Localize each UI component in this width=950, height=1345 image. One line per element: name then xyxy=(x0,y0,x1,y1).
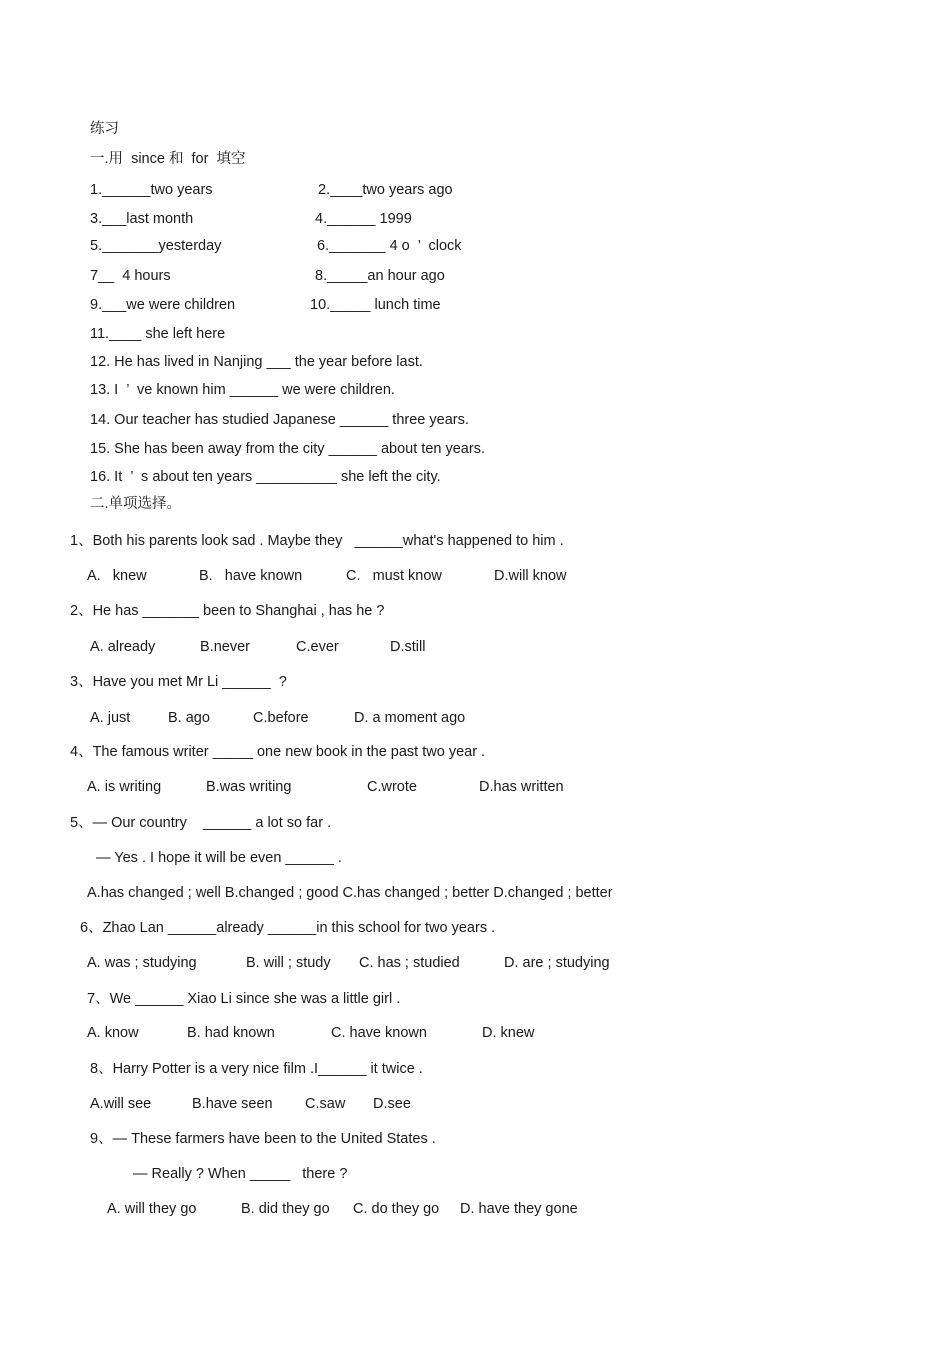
question-stem-reply: — Really ? When _____ there ? xyxy=(133,1166,348,1182)
fill-item: 9.___we were children xyxy=(90,297,236,313)
question-stem: 4、The famous writer _____ one new book in the past two year . xyxy=(70,744,486,760)
option: A. was ; studying xyxy=(87,955,197,971)
fill-sentence: 12. He has lived in Nanjing ___ the year before last. xyxy=(90,354,423,370)
option: D.has written xyxy=(479,779,564,795)
question-stem: 3、Have you met Mr Li ______ ? xyxy=(70,674,287,690)
option: A. just xyxy=(90,710,131,726)
fill-sentence: 13. I ’ ve known him ______ we were children. xyxy=(90,382,395,398)
fill-item: 11.____ she left here xyxy=(90,326,226,342)
fill-item: 8._____an hour ago xyxy=(315,268,445,284)
fill-item: 1.______two years xyxy=(90,182,213,198)
fill-sentence: 15. She has been away from the city ______ about ten years. xyxy=(90,441,485,457)
question-stem: 5、— Our country ______ a lot so far . xyxy=(70,815,332,831)
fill-item: 6._______ 4 o ’ clock xyxy=(317,238,462,254)
question-stem-reply: — Yes . I hope it will be even ______ . xyxy=(96,850,342,866)
option: A.will see xyxy=(90,1096,152,1112)
option: B. ago xyxy=(168,710,210,726)
option: A. knew xyxy=(87,568,147,584)
option: C. have known xyxy=(331,1025,427,1041)
option: B.never xyxy=(200,639,250,655)
option: A. is writing xyxy=(87,779,162,795)
option: C. must know xyxy=(346,568,442,584)
option: A. know xyxy=(87,1025,139,1041)
question-stem: 8、Harry Potter is a very nice film .I______ it twice . xyxy=(90,1061,423,1077)
option: D.still xyxy=(390,639,426,655)
question-stem: 7、We ______ Xiao Li since she was a little girl . xyxy=(87,991,401,1007)
option: C.ever xyxy=(296,639,339,655)
fill-item: 7__ 4 hours xyxy=(90,268,171,284)
option: D. knew xyxy=(482,1025,535,1041)
fill-sentence: 14. Our teacher has studied Japanese ______ three years. xyxy=(90,412,469,428)
option: B. will ; study xyxy=(246,955,331,971)
option: D. are ; studying xyxy=(504,955,610,971)
option: C.wrote xyxy=(367,779,417,795)
fill-sentence: 16. It ’ s about ten years __________ she left the city. xyxy=(90,469,441,485)
fill-item: 3.___last month xyxy=(90,211,194,227)
option: B. had known xyxy=(187,1025,275,1041)
fill-item: 2.____two years ago xyxy=(318,182,453,198)
question-stem: 6、Zhao Lan ______already ______in this school for two years . xyxy=(80,920,496,936)
fill-item: 10._____ lunch time xyxy=(310,297,441,313)
option: D.see xyxy=(373,1096,411,1112)
option: C.saw xyxy=(305,1096,346,1112)
question-stem: 1、Both his parents look sad . Maybe they ______what's happened to him . xyxy=(70,533,564,549)
fill-item: 4.______ 1999 xyxy=(315,211,412,227)
option: D.will know xyxy=(494,568,567,584)
option: B.was writing xyxy=(206,779,292,795)
option: D. a moment ago xyxy=(354,710,466,726)
option: D. have they gone xyxy=(460,1201,578,1217)
page-title: 练习 xyxy=(90,121,119,137)
option: A. will they go xyxy=(107,1201,197,1217)
option: B. have known xyxy=(199,568,303,584)
fill-item: 5._______yesterday xyxy=(90,238,222,254)
option: B.have seen xyxy=(192,1096,273,1112)
option: C. do they go xyxy=(353,1201,440,1217)
option: C.before xyxy=(253,710,309,726)
section2-heading: 二.单项选择。 xyxy=(90,496,182,512)
option: C. has ; studied xyxy=(359,955,460,971)
option: A.has changed ; well B.changed ; good C.has changed ; better D.changed ; better xyxy=(87,885,613,901)
question-stem: 2、He has _______ been to Shanghai , has he ? xyxy=(70,603,385,619)
option: A. already xyxy=(90,639,156,655)
section1-heading: 一.用 since 和 for 填空 xyxy=(90,151,246,167)
question-stem: 9、— These farmers have been to the United States . xyxy=(90,1131,436,1147)
option: B. did they go xyxy=(241,1201,330,1217)
